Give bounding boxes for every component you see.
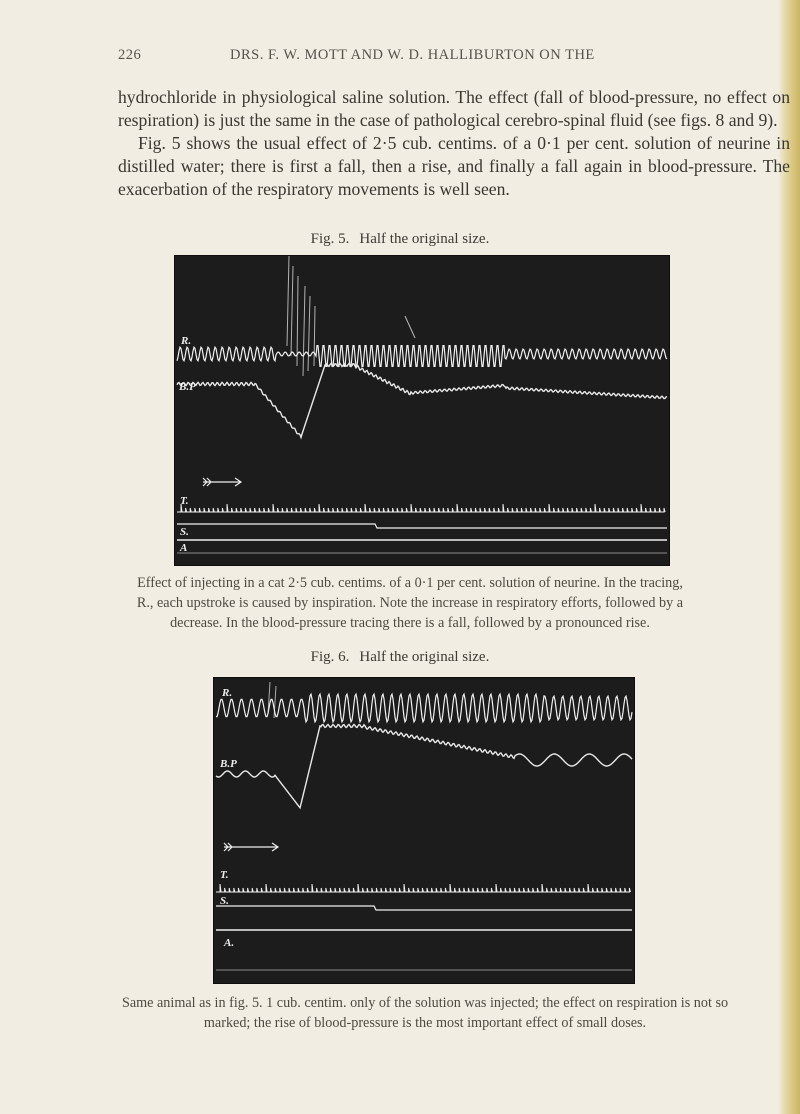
fig5-caption: Effect of injecting in a cat 2·5 cub. centims. of a 0·1 per cent. solution of neurine. In the tracing, R., each upstroke is caused by inspiration. Note the increase in respiratory efforts, followed by a decrease. In the blood-pressure tracing there is a fall, followed by a pronounced rise.: [136, 575, 684, 631]
fig6-tracing: [213, 677, 635, 984]
fig6-caption: Same animal as in fig. 5. 1 cub. centim. only of the solution was injected; the effect on respiration is not so marked; the rise of blood-pressure is the most important effect of small doses.: [121, 995, 729, 1031]
fig5-label-r: R.: [181, 335, 192, 347]
paragraph-1: hydrochloride in physiological saline solution. The effect (fall of blood-pressure, no effect on respiration) is just the same in the case of pathological cerebro-spinal fluid (see figs. 8 and 9).: [118, 87, 790, 130]
fig5-label: Fig. 5.: [310, 231, 350, 247]
fig5-label-a: A: [180, 542, 188, 554]
body-text: [118, 86, 790, 201]
fig6-label-s: S.: [220, 895, 229, 907]
fig6-tracing-svg: [214, 678, 634, 983]
fig5-tracing: [174, 255, 670, 566]
fig6-scale: Half the original size.: [359, 649, 490, 665]
fig6-label-t: T.: [220, 869, 229, 881]
fig5-tracing-svg: [175, 256, 669, 565]
fig5-label-bp: B.P: [179, 381, 196, 393]
running-title: DRS. F. W. MOTT AND W. D. HALLIBURTON ON THE: [230, 47, 595, 63]
fig6-title: [0, 649, 800, 666]
fig6-label: Fig. 6.: [310, 649, 350, 665]
paragraph-2: Fig. 5 shows the usual effect of 2·5 cub. centims. of a 0·1 per cent. solution of neurine in distilled water; there is first a fall, then a rise, and finally a fall again in blood-pressure. The exacerbation of the respiratory movements is well seen.: [118, 133, 790, 199]
fig6-label-bp: B.P: [220, 758, 237, 770]
fig6-label-a: A.: [224, 937, 235, 949]
fig5-scale: Half the original size.: [359, 231, 490, 247]
fig5-title: [0, 231, 800, 248]
fig5-label-s: S.: [180, 526, 189, 538]
fig6-label-r: R.: [222, 687, 233, 699]
fig5-label-t: T.: [180, 495, 189, 507]
page-number: 226: [118, 47, 142, 63]
